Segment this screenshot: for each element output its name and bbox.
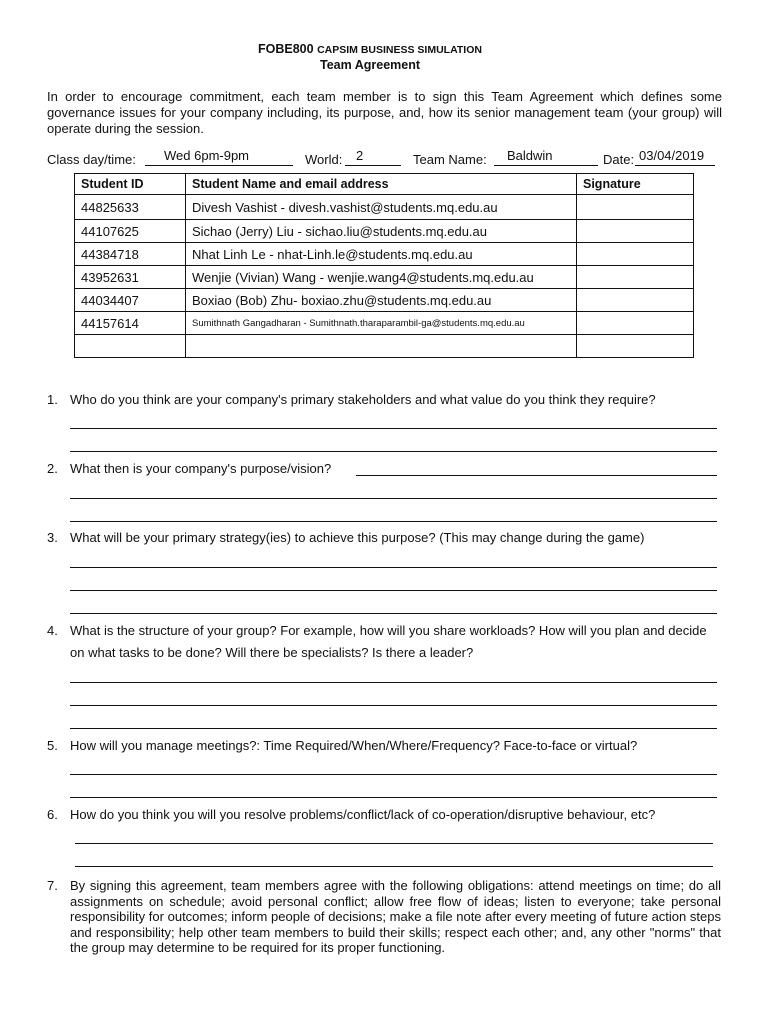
team-members-table [74, 173, 694, 358]
student-name-email: Sumithnath Gangadharan - Sumithnath.tharaparambil-ga@students.mq.edu.au [186, 312, 577, 335]
question-7 [47, 878, 721, 956]
answer-line[interactable] [356, 475, 717, 476]
student-name-email: Boxiao (Bob) Zhu- boxiao.zhu@students.mq.edu.au [186, 289, 577, 312]
question-number: 3. [47, 530, 58, 545]
student-id[interactable] [75, 335, 186, 358]
table-row [75, 312, 694, 335]
header-student-name: Student Name and email address [186, 174, 577, 195]
header-signature: Signature [577, 174, 694, 195]
document-title [0, 42, 740, 56]
answer-line[interactable] [70, 682, 717, 683]
answer-line[interactable] [70, 590, 717, 591]
question-5 [47, 735, 719, 757]
answer-line[interactable] [70, 797, 717, 798]
answer-line[interactable] [70, 774, 717, 775]
world-value[interactable]: 2 [356, 148, 364, 163]
question-number: 5. [47, 738, 58, 753]
question-number: 4. [47, 623, 58, 638]
student-id: 44034407 [75, 289, 186, 312]
answer-line[interactable] [70, 451, 717, 452]
question-4 [47, 620, 719, 664]
answer-line[interactable] [70, 521, 717, 522]
question-3 [47, 527, 719, 549]
signature-cell[interactable] [577, 289, 694, 312]
class-label: Class day/time: [47, 152, 136, 167]
team-label: Team Name: [413, 152, 487, 167]
signature-cell[interactable] [577, 195, 694, 220]
signature-cell[interactable] [577, 220, 694, 243]
question-text: How do you think you will you resolve problems/conflict/lack of co-operation/disruptive behaviour, etc? [70, 807, 656, 822]
student-name-email: Sichao (Jerry) Liu - sichao.liu@students.mq.edu.au [186, 220, 577, 243]
course-title: CAPSIM BUSINESS SIMULATION [317, 44, 482, 56]
intro-paragraph: In order to encourage commitment, each team member is to sign this Team Agreement which defines some governance issues for your company including, its purpose, and, how its senior management team (your group) will operate during the session. [47, 89, 722, 136]
question-2 [47, 458, 719, 480]
table-row [75, 243, 694, 266]
question-number: 6. [47, 807, 58, 822]
question-text: How will you manage meetings?: Time Required/When/Where/Frequency? Face-to-face or virtual? [70, 738, 638, 753]
team-underline [494, 165, 598, 166]
signature-cell[interactable] [577, 312, 694, 335]
question-1 [47, 389, 719, 411]
details-line [47, 148, 727, 170]
answer-line[interactable] [70, 498, 717, 499]
answer-line[interactable] [70, 428, 717, 429]
question-number: 7. [47, 878, 58, 893]
answer-line[interactable] [70, 613, 717, 614]
question-text: By signing this agreement, team members agree with the following obligations: attend meetings on time; do all assignments on schedule; avoid personal conflict; allow free flow of ideas; listen to everyone; take personal responsibility for outcomes; inform people of decisions; make a file note after every meeting of future action steps and responsibility; help other team members to build their skills; respect each other; and, any other "norms" that the group may determine to be required for its proper functioning. [70, 878, 721, 955]
question-text: What is the structure of your group? For example, how will you share workloads? How will you plan and decide on what tasks to be done? Will there be specialists? Is there a leader? [70, 623, 707, 660]
team-value[interactable]: Baldwin [507, 148, 553, 163]
answer-line[interactable] [70, 728, 717, 729]
table-header-row [75, 174, 694, 195]
student-id: 43952631 [75, 266, 186, 289]
question-number: 2. [47, 461, 58, 476]
answer-line[interactable] [70, 567, 717, 568]
question-text: Who do you think are your company's primary stakeholders and what value do you think they require? [70, 392, 656, 407]
table-row [75, 335, 694, 358]
student-name-email: Divesh Vashist - divesh.vashist@students.mq.edu.au [186, 195, 577, 220]
student-name-email[interactable] [186, 335, 577, 358]
table-row [75, 195, 694, 220]
answer-line[interactable] [70, 705, 717, 706]
question-6 [47, 804, 719, 826]
signature-cell[interactable] [577, 335, 694, 358]
student-id: 44157614 [75, 312, 186, 335]
date-label: Date: [603, 152, 635, 167]
answer-line[interactable] [75, 843, 713, 844]
class-underline [145, 165, 293, 166]
question-number: 1. [47, 392, 58, 407]
signature-cell[interactable] [577, 243, 694, 266]
student-id: 44825633 [75, 195, 186, 220]
class-value[interactable]: Wed 6pm-9pm [164, 148, 250, 163]
course-code: FOBE800 [258, 42, 314, 56]
world-underline [345, 165, 401, 166]
student-name-email: Nhat Linh Le - nhat-Linh.le@students.mq.edu.au [186, 243, 577, 266]
date-underline [635, 165, 715, 166]
world-label: World: [305, 152, 343, 167]
document-subtitle: Team Agreement [319, 58, 421, 72]
student-id: 44107625 [75, 220, 186, 243]
date-value[interactable]: 03/04/2019 [639, 148, 705, 163]
table-row [75, 266, 694, 289]
question-text: What then is your company's purpose/vision? [70, 461, 332, 476]
answer-line[interactable] [75, 866, 713, 867]
signature-cell[interactable] [577, 266, 694, 289]
header-student-id: Student ID [75, 174, 186, 195]
table-row [75, 220, 694, 243]
table-row [75, 289, 694, 312]
student-id: 44384718 [75, 243, 186, 266]
question-text: What will be your primary strategy(ies) to achieve this purpose? (This may change during the game) [70, 530, 645, 545]
student-name-email: Wenjie (Vivian) Wang - wenjie.wang4@students.mq.edu.au [186, 266, 577, 289]
